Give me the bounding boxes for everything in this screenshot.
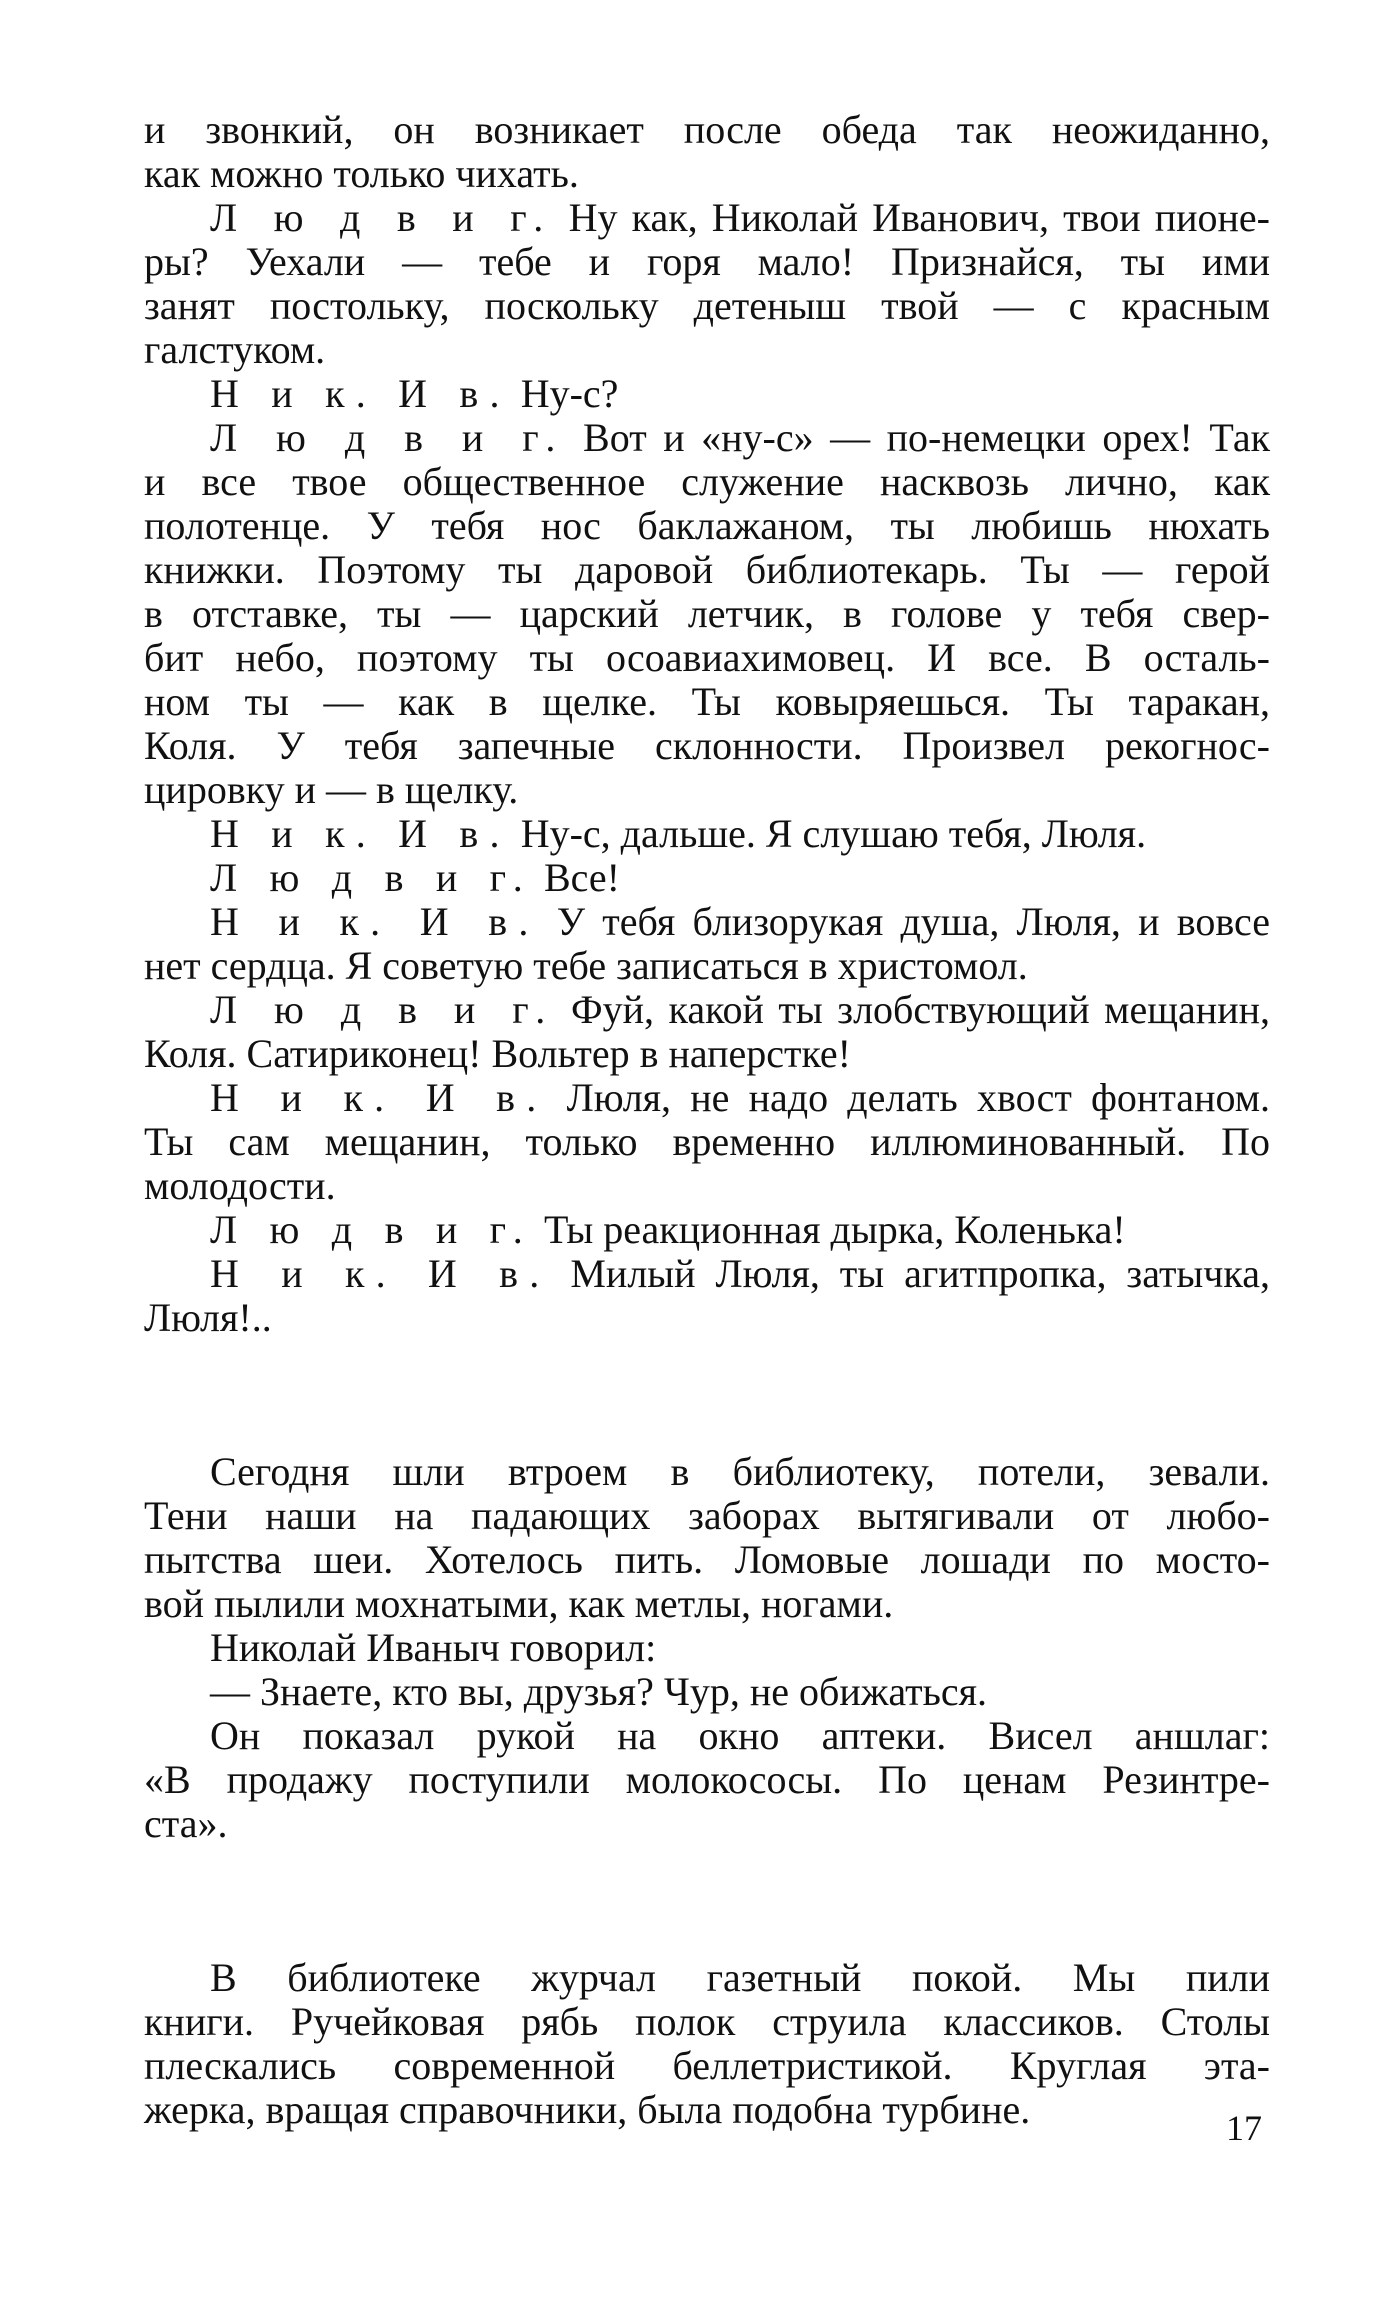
line-text: Ты реакционная дырка, Коленька! [543,1207,1126,1252]
text-line: Ты сам мещанин, только временно иллюминованный. По [144,1119,1270,1164]
text-line [144,1076,1270,1120]
text-line: жерка, вращая справочники, была подобна турбине. [144,2087,1031,2132]
line-text: Вот и «ну-с» — по-немецки орех! Так [583,415,1271,460]
text-line [144,900,1270,944]
line-text: Ну-с, дальше. Я слушаю тебя, Люля. [520,811,1147,856]
text-line [144,856,1270,900]
text-line: занят постольку, поскольку детеныш твой — с красным [144,283,1270,328]
page-number: 17 [1226,2108,1262,2148]
text-line: — Знаете, кто вы, друзья? Чур, не обижаться. [210,1669,987,1714]
speaker-name: Н и к. И в. [210,1251,551,1296]
line-text: Люля, не надо делать хвост фонтаном. [566,1075,1271,1120]
text-line [144,1208,1270,1252]
dialogue-replica [144,812,1270,856]
dialogue-replica [144,900,1270,988]
text-line: ном ты — как в щелке. Ты ковыряешься. Ты таракан, [144,679,1270,724]
text-line: и звонкий, он возникает после обеда так неожиданно, [144,107,1270,152]
dialogue-replica [144,416,1270,812]
line-text: У тебя близорукая душа, Люля, и вовсе [556,899,1271,944]
text-line: Коля. У тебя запечные склонности. Произвел рекогнос- [144,723,1270,768]
text-line [144,988,1270,1032]
page-body [144,108,1270,2132]
speaker-name: Л ю д в и г. [210,855,534,900]
narrative-section-2 [144,1450,1270,1846]
line-text: Фуй, какой ты злобствующий мещанин, [571,987,1271,1032]
dialogue-replica [144,856,1270,900]
text-line [144,416,1270,460]
speaker-name: Л ю д в и г. [210,1207,534,1252]
speaker-name: Л ю д в и г. [210,195,555,240]
dialogue-section [144,108,1270,1340]
text-line: бит небо, поэтому ты осоавиахимовец. И все. В осталь- [144,635,1270,680]
text-line: «В продажу поступили молокососы. По ценам Резинтре- [144,1757,1270,1802]
text-line: книги. Ручейковая рябь полок струила классиков. Столы [144,1999,1270,2044]
dialogue-replica [144,1076,1270,1208]
dialogue-replica [144,196,1270,372]
narrative-section-3 [144,1956,1270,2132]
dialogue-replica [144,988,1270,1076]
text-line: Люля!.. [144,1295,272,1340]
speaker-name: Н и к. И в. [210,899,540,944]
line-text: Милый Люля, ты агитпропка, затычка, [570,1251,1271,1296]
line-text: Все! [543,855,620,900]
text-line: как можно только чихать. [144,151,579,196]
speaker-name: Н и к. И в. [210,811,511,856]
text-line: полотенце. У тебя нос баклажаном, ты любишь нюхать [144,503,1270,548]
text-line: и все твое общественное служение насквозь лично, как [144,459,1270,504]
speaker-name: Л ю д в и г. [210,415,567,460]
text-line: молодости. [144,1163,336,1208]
text-line: галстуком. [144,327,326,372]
speaker-name: Л ю д в и г. [210,987,557,1032]
text-line: Сегодня шли втроем в библиотеку, потели, зевали. [210,1449,1270,1494]
text-line: в отставке, ты — царский летчик, в голове у тебя свер- [144,591,1270,636]
speaker-name: Н и к. И в. [210,371,511,416]
text-line: пытства шеи. Хотелось пить. Ломовые лошади по мосто- [144,1537,1270,1582]
dialogue-replica [144,372,1270,416]
line-text: Ну-с? [520,371,619,416]
dialogue-replica [144,1208,1270,1252]
text-line: Коля. Сатириконец! Вольтер в наперстке! [144,1031,851,1076]
section-gap [144,1846,1270,1956]
text-line: вой пылили мохнатыми, как метлы, ногами. [144,1581,894,1626]
text-line: ста». [144,1801,228,1846]
text-line [144,1252,1270,1296]
text-line: плескались современной беллетристикой. Круглая эта- [144,2043,1270,2088]
paragraph [144,108,1270,196]
text-line: Тени наши на падающих заборах вытягивали от любо- [144,1493,1270,1538]
text-line: В библиотеке журчал газетный покой. Мы пили [210,1955,1270,2000]
speaker-name: Н и к. И в. [210,1075,548,1120]
text-line: Он показал рукой на окно аптеки. Висел аншлаг: [210,1713,1270,1758]
line-text: Ну как, Николай Иванович, твои пионе- [568,195,1271,240]
dialogue-replica [144,1252,1270,1340]
text-line: цировку и — в щелку. [144,767,519,812]
text-line: ры? Уехали — тебе и горя мало! Признайся, ты ими [144,239,1270,284]
section-gap [144,1340,1270,1450]
text-line [144,372,1270,416]
text-line: книжки. Поэтому ты даровой библиотекарь. Ты — герой [144,547,1270,592]
text-line: нет сердца. Я советую тебе записаться в христомол. [144,943,1028,988]
text-line: Николай Иваныч говорил: [210,1625,657,1670]
text-line [144,812,1270,856]
text-line [144,196,1270,240]
